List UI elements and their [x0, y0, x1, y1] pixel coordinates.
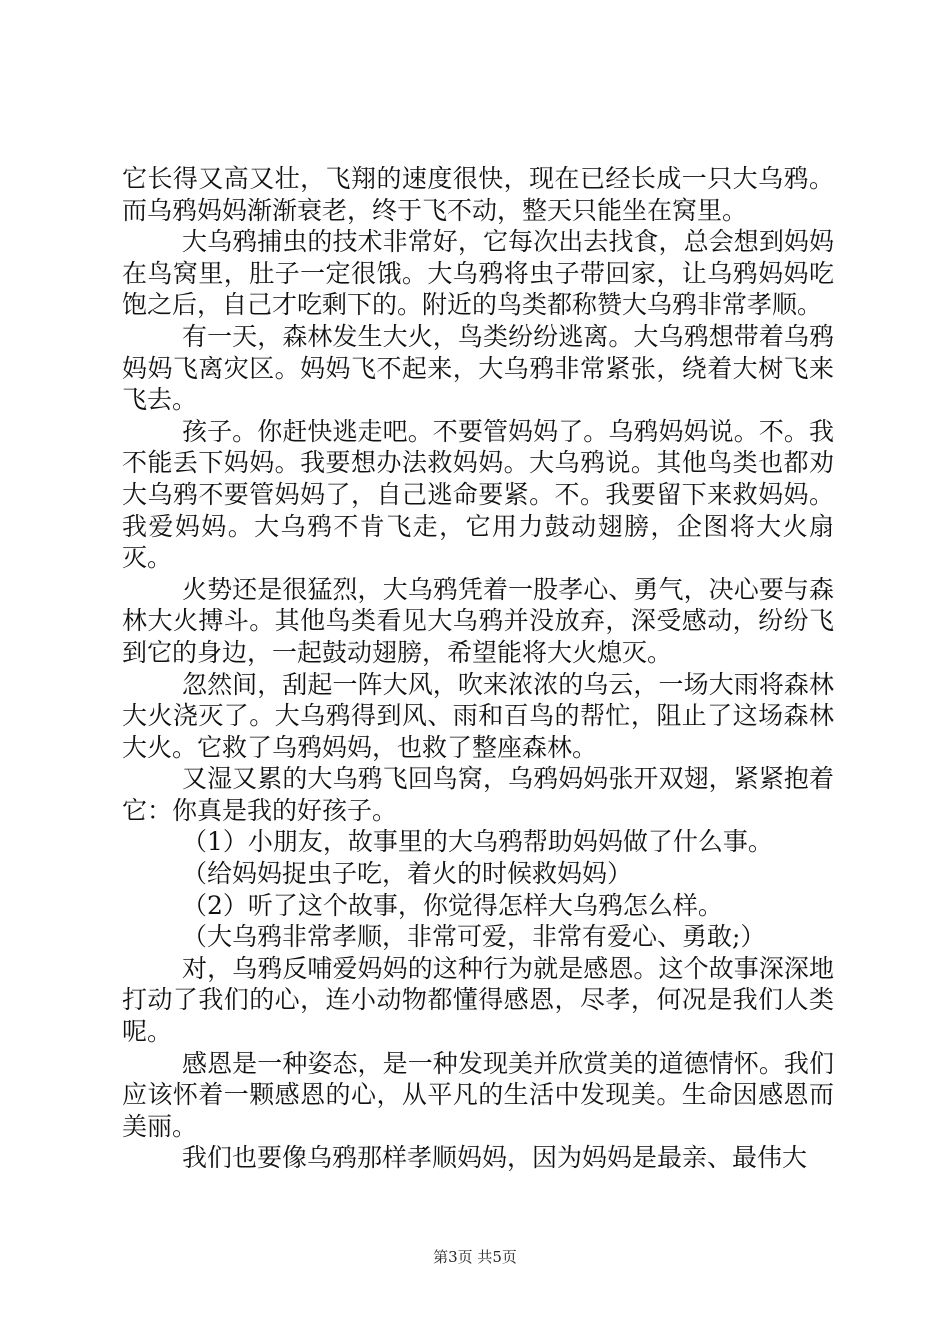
paragraph-8: 对，乌鸦反哺爱妈妈的这种行为就是感恩。这个故事深深地打动了我们的心，连小动物都懂得感恩，尽孝，何况是我们人类呢。 — [122, 953, 834, 1047]
answer-2: （大乌鸦非常孝顺，非常可爱，非常有爱心、勇敢;） — [182, 922, 766, 952]
paragraph-5: 火势还是很猛烈，大乌鸦凭着一股孝心、勇气，决心要与森林大火搏斗。其他鸟类看见大乌鸦并没放弃，深受感动，纷纷飞到它的身边，一起鼓动翅膀，希望能将大火熄灭。 — [122, 574, 834, 667]
page-number-footer: 第3页 共5页 — [433, 1248, 517, 1266]
paragraph-10: 我们也要像乌鸦那样孝顺妈妈，因为妈妈是最亲、最伟大 — [182, 1143, 808, 1173]
paragraph-1: 它长得又高又壮，飞翔的速度很快，现在已经长成一只大乌鸦。而乌鸦妈妈渐渐衰老，终于飞不动，整天只能坐在窝里。 — [122, 164, 834, 225]
question-1: （1）小朋友，故事里的大乌鸦帮助妈妈做了什么事。 — [182, 827, 773, 857]
paragraph-2: 大乌鸦捕虫的技术非常好，它每次出去找食，总会想到妈妈在鸟窝里，肚子一定很饿。大乌鸦将虫子带回家，让乌鸦妈妈吃饱之后，自己才吃剩下的。附近的鸟类都称赞大乌鸦非常孝顺。 — [122, 227, 834, 320]
paragraph-9: 感恩是一种姿态，是一种发现美并欣赏美的道德情怀。我们应该怀着一颗感恩的心，从平凡的生活中发现美。生命因感恩而美丽。 — [122, 1048, 834, 1141]
paragraph-3: 有一天，森林发生大火，鸟类纷纷逃离。大乌鸦想带着乌鸦妈妈飞离灾区。妈妈飞不起来，大乌鸦非常紧张，绕着大树飞来飞去。 — [122, 321, 834, 415]
question-2: （2）听了这个故事，你觉得怎样大乌鸦怎么样。 — [182, 890, 723, 920]
document-body — [122, 163, 834, 1174]
answer-1: （给妈妈捉虫子吃，着火的时候救妈妈） — [182, 859, 633, 889]
paragraph-6: 忽然间，刮起一阵大风，吹来浓浓的乌云，一场大雨将森林大火浇灭了。大乌鸦得到风、雨和百鸟的帮忙，阻止了这场森林大火。它救了乌鸦妈妈，也救了整座森林。 — [122, 669, 834, 762]
paragraph-7: 又湿又累的大乌鸦飞回鸟窝，乌鸦妈妈张开双翅，紧紧抱着它：你真是我的好孩子。 — [122, 764, 834, 825]
paragraph-4: 孩子。你赶快逃走吧。不要管妈妈了。乌鸦妈妈说。不。我不能丢下妈妈。我要想办法救妈妈。大乌鸦说。其他鸟类也都劝大乌鸦不要管妈妈了，自己逃命要紧。不。我要留下来救妈妈。我爱妈妈。大乌鸦不肯飞走，它用力鼓动翅膀，企图将大火扇灭。 — [122, 416, 834, 573]
